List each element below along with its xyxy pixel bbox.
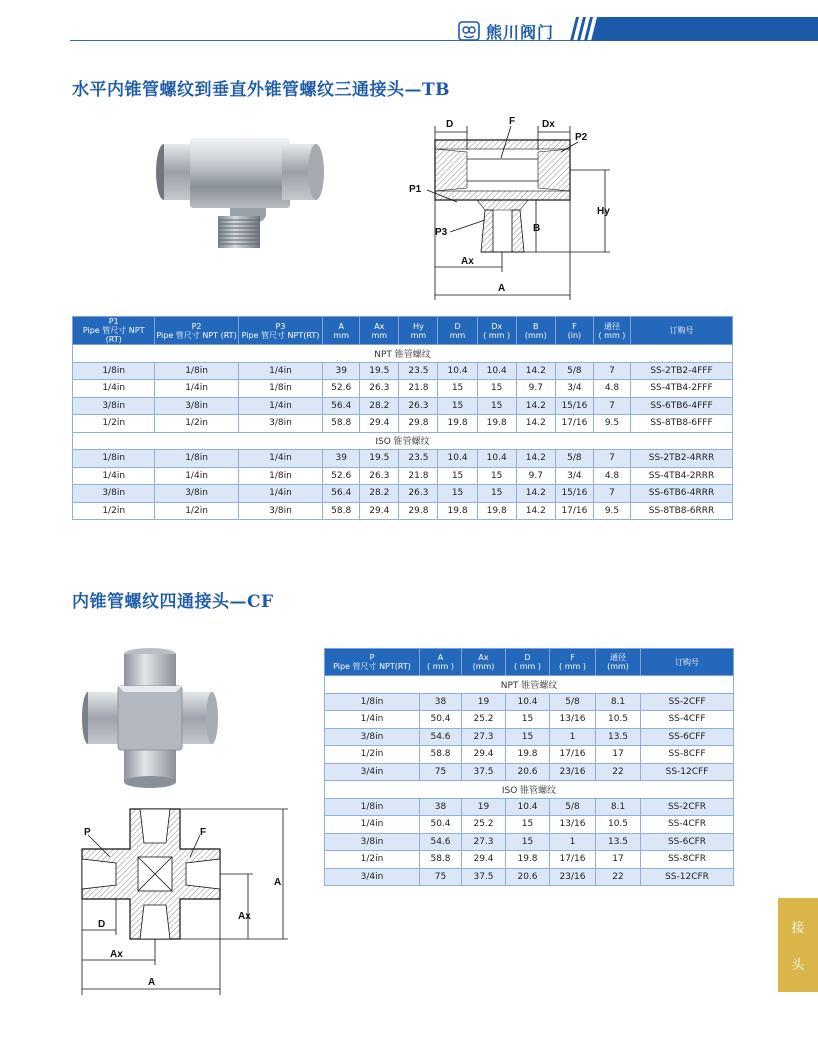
tb-table-cell: 10.4 [477, 450, 516, 468]
tb-table-cell: 52.6 [323, 380, 360, 398]
tb-table-cell: 14.2 [516, 397, 555, 415]
tb-label-a: A [498, 283, 506, 294]
tb-group-row [73, 432, 733, 450]
cf-table-row [325, 693, 734, 711]
tb-table-cell: 7 [593, 362, 630, 380]
tb-table-cell: 56.4 [323, 485, 360, 503]
tb-column-header: Ax mm [360, 317, 399, 345]
tb-column-header: Dx ( mm ) [477, 317, 516, 345]
cf-table-cell: 75 [420, 763, 462, 781]
cf-table-cell: 20.6 [506, 763, 550, 781]
cf-table-row [325, 728, 734, 746]
cf-table-row [325, 711, 734, 729]
tb-table-cell: 10.4 [438, 362, 477, 380]
tb-table-cell: 17/16 [555, 502, 593, 520]
side-tab-char-1: 接 [791, 921, 805, 936]
tb-group-label: NPT 锥管螺纹 [73, 345, 733, 363]
tb-table-cell: 1/8in [238, 467, 322, 485]
cf-table-cell: 23/16 [550, 763, 596, 781]
cf-label-d: D [98, 919, 106, 930]
cf-table-cell: 19 [462, 693, 506, 711]
cf-dimension-drawing [78, 805, 298, 1003]
tb-table-cell: 1/8in [73, 362, 155, 380]
tb-column-header: P1 Pipe 管尺寸 NPT (RT) [73, 317, 155, 345]
tb-column-header: B (mm) [516, 317, 555, 345]
tb-table-cell: SS-6TB6-4FFF [631, 397, 733, 415]
tb-table-cell: 3/8in [155, 397, 238, 415]
tb-table-cell: 39 [323, 450, 360, 468]
tb-table-cell: 14.2 [516, 502, 555, 520]
tb-label-b: B [533, 223, 541, 234]
cf-label-a-vertical: A [274, 877, 282, 888]
brand-name: 熊川阀门 [486, 22, 555, 42]
cf-table-cell: 27.3 [462, 728, 506, 746]
cf-table-cell: SS-12CFR [641, 868, 734, 886]
tb-table-cell: 29.4 [360, 502, 399, 520]
tb-table-cell: 15/16 [555, 485, 593, 503]
cf-table-cell: SS-12CFF [641, 763, 734, 781]
cf-table-cell: 1/8in [325, 798, 420, 816]
tb-label-p1: P1 [409, 184, 422, 195]
cf-label-ax: Ax [110, 949, 123, 960]
cf-header-row [325, 649, 734, 676]
cf-label-ax-vertical: Ax [238, 911, 251, 922]
tb-group-row [73, 345, 733, 363]
tb-table-cell: 58.8 [323, 502, 360, 520]
cf-table-cell: 17/16 [550, 746, 596, 764]
tb-label-hy: Hy [597, 206, 610, 217]
cf-table-cell: 13/16 [550, 711, 596, 729]
tb-table-cell: 3/4 [555, 380, 593, 398]
cf-table-row [325, 868, 734, 886]
cf-table-row [325, 816, 734, 834]
tb-table-cell: 17/16 [555, 415, 593, 433]
tb-table-cell: 29.4 [360, 415, 399, 433]
brand-logo-icon [458, 21, 480, 41]
cf-table-cell: 5/8 [550, 798, 596, 816]
cf-table-cell: 54.6 [420, 728, 462, 746]
tb-column-header: A mm [323, 317, 360, 345]
tb-table-cell: 15 [477, 397, 516, 415]
tb-table-cell: 19.8 [438, 415, 477, 433]
tb-table-cell: 5/8 [555, 362, 593, 380]
cf-table-cell: 22 [596, 763, 641, 781]
cf-table-cell: SS-6CFR [641, 833, 734, 851]
tb-table-cell: 23.5 [399, 450, 438, 468]
header-stripe-bar [568, 17, 818, 41]
tb-table-cell: SS-4TB4-2FFF [631, 380, 733, 398]
cf-table-cell: 1/4in [325, 816, 420, 834]
tb-table-cell: 14.2 [516, 362, 555, 380]
cf-table-cell: 15 [506, 816, 550, 834]
tb-table-cell: 1/8in [238, 380, 322, 398]
tb-table-cell: 29.8 [399, 415, 438, 433]
tb-table-cell: 3/8in [73, 397, 155, 415]
tb-table-cell: 14.2 [516, 485, 555, 503]
cf-table-cell: SS-8CFR [641, 851, 734, 869]
tb-table-cell: SS-8TB8-6RRR [631, 502, 733, 520]
tb-label-dx: Dx [542, 119, 555, 130]
tb-label-p3: P3 [435, 227, 448, 238]
tb-group-label: ISO 锥管螺纹 [73, 432, 733, 450]
cf-table-row [325, 798, 734, 816]
tb-table-cell: 56.4 [323, 397, 360, 415]
tb-column-header: 通径 ( mm ) [593, 317, 630, 345]
cf-table-cell: 13.5 [596, 728, 641, 746]
tb-table-cell: 3/8in [238, 415, 322, 433]
tb-table-cell: 15 [438, 397, 477, 415]
cf-table-row [325, 763, 734, 781]
cf-table-cell: 19.8 [506, 851, 550, 869]
tb-dimension-drawing [405, 110, 620, 305]
tb-table-cell: 39 [323, 362, 360, 380]
cf-table-cell: 13.5 [596, 833, 641, 851]
brand [458, 20, 554, 42]
cf-column-header: F ( mm ) [550, 649, 596, 676]
cf-table-cell: 10.4 [506, 693, 550, 711]
tb-table-cell: SS-6TB6-4RRR [631, 485, 733, 503]
cf-table-cell: 25.2 [462, 816, 506, 834]
cf-table-cell: SS-4CFR [641, 816, 734, 834]
tb-table-cell: 1/4in [155, 380, 238, 398]
tb-table-cell: 9.5 [593, 415, 630, 433]
cf-table-cell: SS-2CFR [641, 798, 734, 816]
tb-label-d: D [446, 119, 454, 130]
tb-table-cell: 15 [438, 467, 477, 485]
tb-table-row [73, 467, 733, 485]
cf-table-cell: 27.3 [462, 833, 506, 851]
tb-header-row [73, 317, 733, 345]
cf-table-cell: 10.5 [596, 711, 641, 729]
tb-table-row [73, 362, 733, 380]
tb-table-cell: SS-2TB2-4FFF [631, 362, 733, 380]
tb-table-cell: 4.8 [593, 467, 630, 485]
cf-table-cell: 29.4 [462, 851, 506, 869]
tb-table-row [73, 415, 733, 433]
tb-table-cell: 52.6 [323, 467, 360, 485]
tb-product-photo [150, 130, 330, 255]
tb-label-ax: Ax [461, 256, 474, 267]
tb-table-cell: 1/4in [238, 450, 322, 468]
tb-table-cell: 1/8in [73, 450, 155, 468]
tb-table-cell: 3/8in [155, 485, 238, 503]
cf-table-cell: 1/4in [325, 711, 420, 729]
tb-table-cell: 21.8 [399, 467, 438, 485]
cf-table-cell: 19.8 [506, 746, 550, 764]
cf-table-cell: 37.5 [462, 763, 506, 781]
section-side-tab [778, 898, 818, 992]
cf-table-cell: 75 [420, 868, 462, 886]
cf-label-f: F [200, 827, 207, 838]
tb-table-cell: 5/8 [555, 450, 593, 468]
cf-table-body [325, 676, 734, 886]
cf-column-header: P Pipe 管尺寸 NPT(RT) [325, 649, 420, 676]
tb-table-cell: 10.4 [438, 450, 477, 468]
tb-table-row [73, 380, 733, 398]
tb-table-cell: 1/2in [155, 502, 238, 520]
tb-table-cell: 1/4in [238, 485, 322, 503]
tb-column-header: P3 Pipe 管尺寸 NPT(RT) [238, 317, 322, 345]
tb-table-cell: 23.5 [399, 362, 438, 380]
tb-table-cell: 15 [477, 380, 516, 398]
cf-table-cell: 1 [550, 833, 596, 851]
cf-table-cell: 25.2 [462, 711, 506, 729]
cf-column-header: D ( mm ) [506, 649, 550, 676]
tb-table-cell: 9.5 [593, 502, 630, 520]
cf-table-row [325, 746, 734, 764]
cf-table-cell: SS-6CFF [641, 728, 734, 746]
tb-table-cell: 1/2in [73, 415, 155, 433]
cf-table-cell: 50.4 [420, 711, 462, 729]
tb-table-cell: 26.3 [399, 397, 438, 415]
tb-table-cell: 15/16 [555, 397, 593, 415]
tb-table-cell: 9.7 [516, 467, 555, 485]
tb-table-cell: 1/4in [155, 467, 238, 485]
tb-table-cell: 19.5 [360, 450, 399, 468]
cf-table-cell: 58.8 [420, 746, 462, 764]
cf-column-header: 通径 (mm) [596, 649, 641, 676]
tb-column-header: P2 Pipe 管尺寸 NPT (RT) [155, 317, 238, 345]
cf-table-cell: 19 [462, 798, 506, 816]
tb-table-row [73, 450, 733, 468]
tb-table-cell: 3/4 [555, 467, 593, 485]
tb-table-cell: 15 [477, 467, 516, 485]
tb-column-header: Hy mm [399, 317, 438, 345]
cf-section-title: 内锥管螺纹四通接头—CF [72, 592, 274, 612]
tb-table-cell: 29.8 [399, 502, 438, 520]
tb-table-cell: 10.4 [477, 362, 516, 380]
cf-column-header: 订购号 [641, 649, 734, 676]
tb-label-p2: P2 [575, 132, 588, 143]
cf-table-cell: 15 [506, 728, 550, 746]
cf-table-cell: 22 [596, 868, 641, 886]
tb-table-cell: 7 [593, 450, 630, 468]
tb-table-cell: 19.8 [438, 502, 477, 520]
tb-column-header: F (in) [555, 317, 593, 345]
cf-table-cell: 3/8in [325, 728, 420, 746]
cf-group-row [325, 781, 734, 799]
tb-table-cell: 26.3 [360, 467, 399, 485]
tb-table-cell: 1/2in [73, 502, 155, 520]
cf-table-cell: 3/4in [325, 868, 420, 886]
cf-table-row [325, 833, 734, 851]
tb-table-cell: 15 [477, 485, 516, 503]
cf-spec-table [324, 648, 734, 886]
cf-table-cell: 5/8 [550, 693, 596, 711]
tb-table-cell: 28.2 [360, 397, 399, 415]
tb-spec-table [72, 316, 733, 520]
cf-table-cell: 1/8in [325, 693, 420, 711]
tb-table-cell: 15 [438, 380, 477, 398]
cf-table-cell: 50.4 [420, 816, 462, 834]
tb-column-header: D mm [438, 317, 477, 345]
tb-table-cell: 21.8 [399, 380, 438, 398]
tb-table-cell: 3/8in [238, 502, 322, 520]
tb-table-row [73, 502, 733, 520]
tb-column-header: 订购号 [631, 317, 733, 345]
tb-table-cell: 9.7 [516, 380, 555, 398]
cf-table-cell: 3/4in [325, 763, 420, 781]
cf-table-cell: 23/16 [550, 868, 596, 886]
cf-table-cell: SS-2CFF [641, 693, 734, 711]
cf-table-cell: 54.6 [420, 833, 462, 851]
tb-table-cell: 7 [593, 485, 630, 503]
cf-table-cell: 20.6 [506, 868, 550, 886]
cf-table-cell: 38 [420, 693, 462, 711]
tb-table-cell: 3/8in [73, 485, 155, 503]
tb-table-cell: 15 [438, 485, 477, 503]
cf-group-label: NPT 锥管螺纹 [325, 676, 734, 694]
cf-label-a: A [148, 977, 156, 988]
tb-table-cell: 19.8 [477, 415, 516, 433]
tb-table-cell: 1/4in [238, 362, 322, 380]
tb-table-cell: SS-2TB2-4RRR [631, 450, 733, 468]
tb-table-cell: SS-8TB8-6FFF [631, 415, 733, 433]
tb-table-cell: 7 [593, 397, 630, 415]
cf-table-cell: 10.5 [596, 816, 641, 834]
tb-label-f: F [509, 116, 516, 127]
cf-table-cell: 17 [596, 851, 641, 869]
cf-table-cell: 29.4 [462, 746, 506, 764]
tb-section-title: 水平内锥管螺纹到垂直外锥管螺纹三通接头—TB [72, 80, 451, 100]
tb-table-cell: 28.2 [360, 485, 399, 503]
cf-table-cell: 17/16 [550, 851, 596, 869]
tb-table-cell: 19.8 [477, 502, 516, 520]
cf-label-p: P [84, 827, 91, 838]
cf-table-cell: 8.1 [596, 693, 641, 711]
tb-table-cell: 19.5 [360, 362, 399, 380]
cf-table-cell: 10.4 [506, 798, 550, 816]
cf-table-cell: 13/16 [550, 816, 596, 834]
tb-table-cell: 1/4in [73, 467, 155, 485]
tb-table-cell: 1/2in [155, 415, 238, 433]
cf-table-cell: 1/2in [325, 746, 420, 764]
tb-table-cell: 26.3 [360, 380, 399, 398]
cf-table-cell: 37.5 [462, 868, 506, 886]
cf-group-row [325, 676, 734, 694]
tb-table-body [73, 345, 733, 520]
cf-table-row [325, 851, 734, 869]
cf-table-cell: SS-8CFF [641, 746, 734, 764]
tb-table-cell: 58.8 [323, 415, 360, 433]
cf-table-cell: SS-4CFF [641, 711, 734, 729]
cf-table-cell: 17 [596, 746, 641, 764]
tb-table-cell: 4.8 [593, 380, 630, 398]
cf-table-cell: 3/8in [325, 833, 420, 851]
tb-table-cell: 1/4in [238, 397, 322, 415]
tb-table-cell: 26.3 [399, 485, 438, 503]
tb-table-cell: 1/8in [155, 362, 238, 380]
cf-table-cell: 15 [506, 833, 550, 851]
tb-table-row [73, 485, 733, 503]
cf-table-cell: 38 [420, 798, 462, 816]
cf-table-cell: 1 [550, 728, 596, 746]
cf-column-header: Ax (mm) [462, 649, 506, 676]
tb-table-cell: 1/8in [155, 450, 238, 468]
side-tab-char-2: 头 [791, 958, 805, 973]
tb-table-cell: SS-4TB4-2RRR [631, 467, 733, 485]
cf-group-label: ISO 锥管螺纹 [325, 781, 734, 799]
tb-table-cell: 14.2 [516, 415, 555, 433]
cf-column-header: A ( mm ) [420, 649, 462, 676]
tb-table-row [73, 397, 733, 415]
tb-table-cell: 14.2 [516, 450, 555, 468]
cf-product-photo [80, 648, 220, 788]
cf-table-cell: 58.8 [420, 851, 462, 869]
cf-table-cell: 15 [506, 711, 550, 729]
cf-table-cell: 8.1 [596, 798, 641, 816]
tb-table-cell: 1/4in [73, 380, 155, 398]
cf-table-cell: 1/2in [325, 851, 420, 869]
